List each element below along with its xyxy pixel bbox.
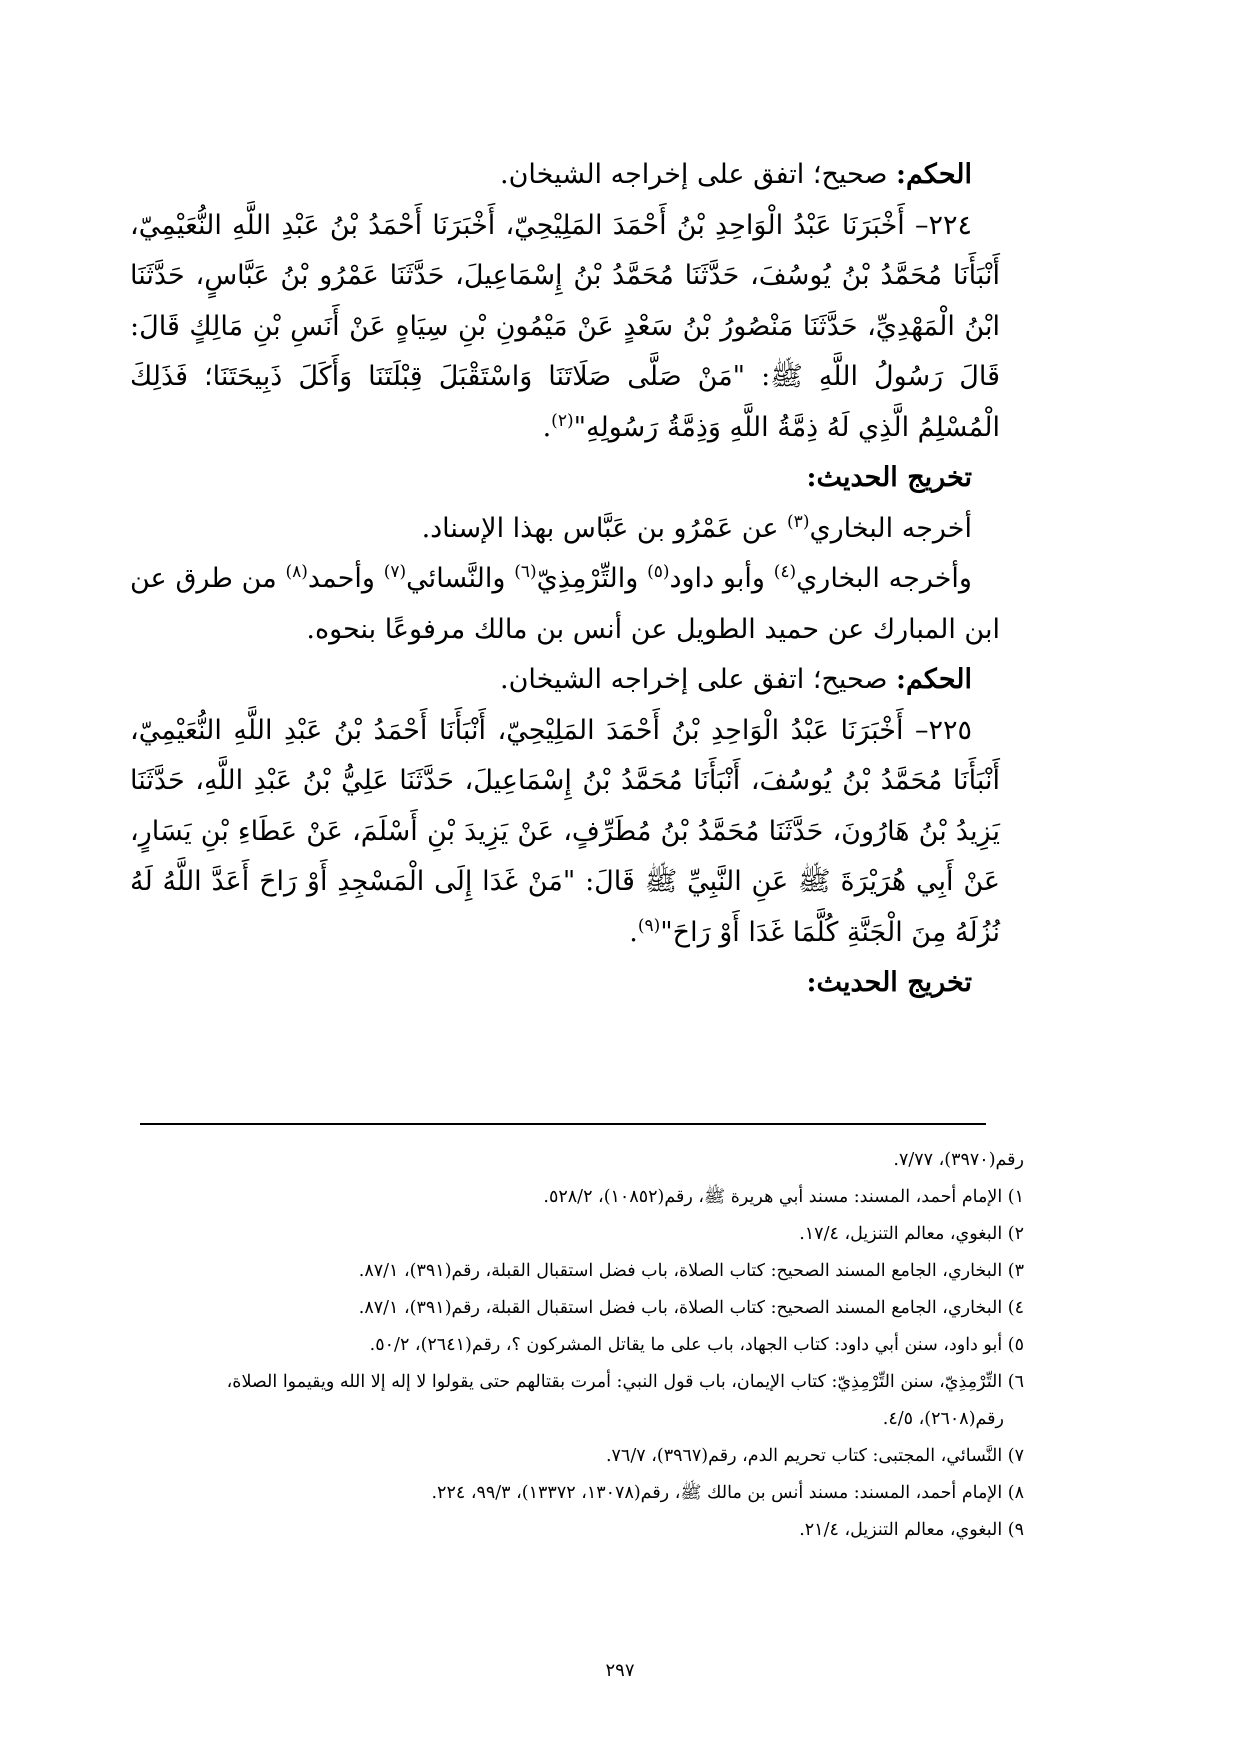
- footnote-ref: (٩): [637, 915, 661, 936]
- footnote-ref: (٨): [285, 562, 308, 582]
- section-heading: تخريج الحديث:: [806, 462, 972, 493]
- footnote-item: ١) الإمام أحمد، المسند: مسند أبي هريرة ﷺ، رقم(١٠٨٥٢)، ٥٢٨/٢.: [543, 1187, 1024, 1207]
- hadith-225-end: .: [629, 916, 638, 948]
- takhrij-text: عن عَمْرُو بن عَبَّاس بهذا الإسناد.: [421, 512, 788, 544]
- takhrij-paragraph: [130, 504, 1000, 555]
- takhrij-text: وأخرجه البخاري: [796, 563, 972, 594]
- takhrij-text: أخرجه البخاري: [809, 512, 972, 544]
- main-text: [130, 150, 1000, 1009]
- takhrij-text: والتِّرْمِذِيّ: [536, 563, 648, 594]
- footnote-item: ٤) البخاري، الجامع المسند الصحيح: كتاب الصلاة، باب فضل استقبال القبلة، رقم(٣٩١)، ٨٧/١.: [358, 1298, 1024, 1318]
- ruling-text: صحيح؛ اتفق على إخراجه الشيخان.: [500, 664, 896, 695]
- ruling-paragraph: [130, 655, 1000, 706]
- hadith-225: [130, 706, 1000, 959]
- takhrij-paragraph: [130, 554, 1000, 655]
- footnote-item: ٥) أبو داود، سنن أبي داود: كتاب الجهاد، باب على ما يقاتل المشركون ؟، رقم(٢٦٤١)، ٥٠/٢.: [369, 1335, 1024, 1355]
- footnote-item: ٧) النَّسائي، المجتبى: كتاب تحريم الدم، رقم(٣٩٦٧)، ٧٦/٧.: [605, 1446, 1024, 1466]
- footnote-item: ٦) التِّرْمِذِيّ، سنن التِّرْمِذِيّ: كتاب الإيمان، باب قول النبي: أمرت بقتالهم حتى يقولوا لا إله إلا الله ويقيموا الصلاة،: [226, 1372, 1024, 1392]
- footnote-ref: (٧): [383, 562, 407, 582]
- hadith-224: [130, 201, 1000, 454]
- takhrij-text: من طرق عن ابن المبارك عن حميد الطويل عن أنس بن مالك مرفوعًا بنحوه.: [130, 563, 1000, 645]
- footnote-ref: (٦): [514, 562, 537, 582]
- footnote-ref: (٣): [787, 511, 810, 532]
- takhrij-text: وأبو داود: [669, 563, 774, 594]
- footnote-item: ٢) البغوي، معالم التنزيل، ١٧/٤.: [799, 1224, 1024, 1244]
- ruling-text: صحيح؛ اتفق على إخراجه الشيخان.: [500, 159, 896, 190]
- ruling-label: الحكم:: [895, 159, 972, 190]
- footnote-item-continuation: رقم(٢٦٠٨)، ٤/٥.: [882, 1409, 1004, 1429]
- footnote-item: رقم(٣٩٧٠)، ٧/٧٧.: [893, 1150, 1024, 1170]
- ruling-label: الحكم:: [895, 664, 972, 695]
- footnote-ref: (٢): [551, 410, 574, 431]
- hadith-225-text: ٢٢٥– أَخْبَرَنَا عَبْدُ الْوَاحِدِ بْنُ أَحْمَدَ المَلِيْحِيّ، أَنْبَأَنَا أَحْمَدُ بْنُ عَبْدِ اللَّهِ النُّعَيْمِيّ، أَنْبَأَنَا مُحَمَّدُ بْنُ يُوسُفَ، أَنْبَأَنَا مُحَمَّدُ بْنُ إِسْمَاعِيلَ، حَدَّثَنَا عَلِيُّ بْنُ عَبْدِ اللَّهِ، حَدَّثَنَا يَزِيدُ بْنُ هَارُونَ، حَدَّثَنَا مُحَمَّدُ بْنُ مُطَرِّفٍ، عَنْ يَزِيدَ بْنِ أَسْلَمَ، عَنْ عَطَاءِ بْنِ يَسَارٍ، عَنْ أَبِي هُرَيْرَةَ ﷺ عَنِ النَّبِيِّ ﷺ قَالَ: "مَنْ غَدَا إِلَى الْمَسْجِدِ أَوْ رَاحَ أَعَدَّ اللَّهُ لَهُ نُزُلَهُ مِنَ الْجَنَّةِ كُلَّمَا غَدَا أَوْ رَاحَ": [130, 714, 1000, 948]
- section-heading: تخريج الحديث:: [806, 967, 972, 998]
- footnote-item: ٨) الإمام أحمد، المسند: مسند أنس بن مالك ﷺ، رقم(١٣٠٧٨، ١٣٣٧٢)، ٩٩/٣، ٢٢٤.: [431, 1483, 1024, 1503]
- hadith-224-end: .: [542, 411, 552, 443]
- takhrij-text: وأحمد: [307, 563, 384, 594]
- footnote-ref: (٤): [773, 562, 797, 582]
- footnote-divider: [140, 1123, 986, 1125]
- footnote-item: ٣) البخاري، الجامع المسند الصحيح: كتاب الصلاة، باب فضل استقبال القبلة، رقم(٣٩١)، ٨٧/١.: [358, 1261, 1024, 1281]
- footnote-ref: (٥): [647, 562, 670, 582]
- footnotes: [130, 1142, 1024, 1549]
- page-number: ٢٩٧: [605, 1660, 635, 1681]
- takhrij-text: والنَّسائي: [406, 563, 515, 594]
- ruling-paragraph: [130, 150, 1000, 201]
- footnote-item: ٩) البغوي، معالم التنزيل، ٢١/٤.: [799, 1520, 1024, 1540]
- hadith-224-text: ٢٢٤– أَخْبَرَنَا عَبْدُ الْوَاحِدِ بْنُ أَحْمَدَ المَلِيْحِيّ، أَخْبَرَنَا أَحْمَدُ بْنُ عَبْدِ اللَّهِ النُّعَيْمِيّ، أَنْبَأَنَا مُحَمَّدُ بْنُ يُوسُفَ، حَدَّثَنَا مُحَمَّدُ بْنُ إِسْمَاعِيلَ، حَدَّثَنَا عَمْرُو بْنُ عَبَّاسٍ، حَدَّثَنَا ابْنُ الْمَهْدِيِّ، حَدَّثَنَا مَنْصُورُ بْنُ سَعْدٍ عَنْ مَيْمُونِ بْنِ سِيَاهٍ عَنْ أَنَسِ بْنِ مَالِكٍ قَالَ: قَالَ رَسُولُ اللَّهِ ﷺ: "مَنْ صَلَّى صَلَاتَنَا وَاسْتَقْبَلَ قِبْلَتَنَا وَأَكَلَ ذَبِيحَتَنَا؛ فَذَلِكَ الْمُسْلِمُ الَّذِي لَهُ ذِمَّةُ اللَّهِ وَذِمَّةُ رَسُولِهِ": [130, 209, 1000, 443]
